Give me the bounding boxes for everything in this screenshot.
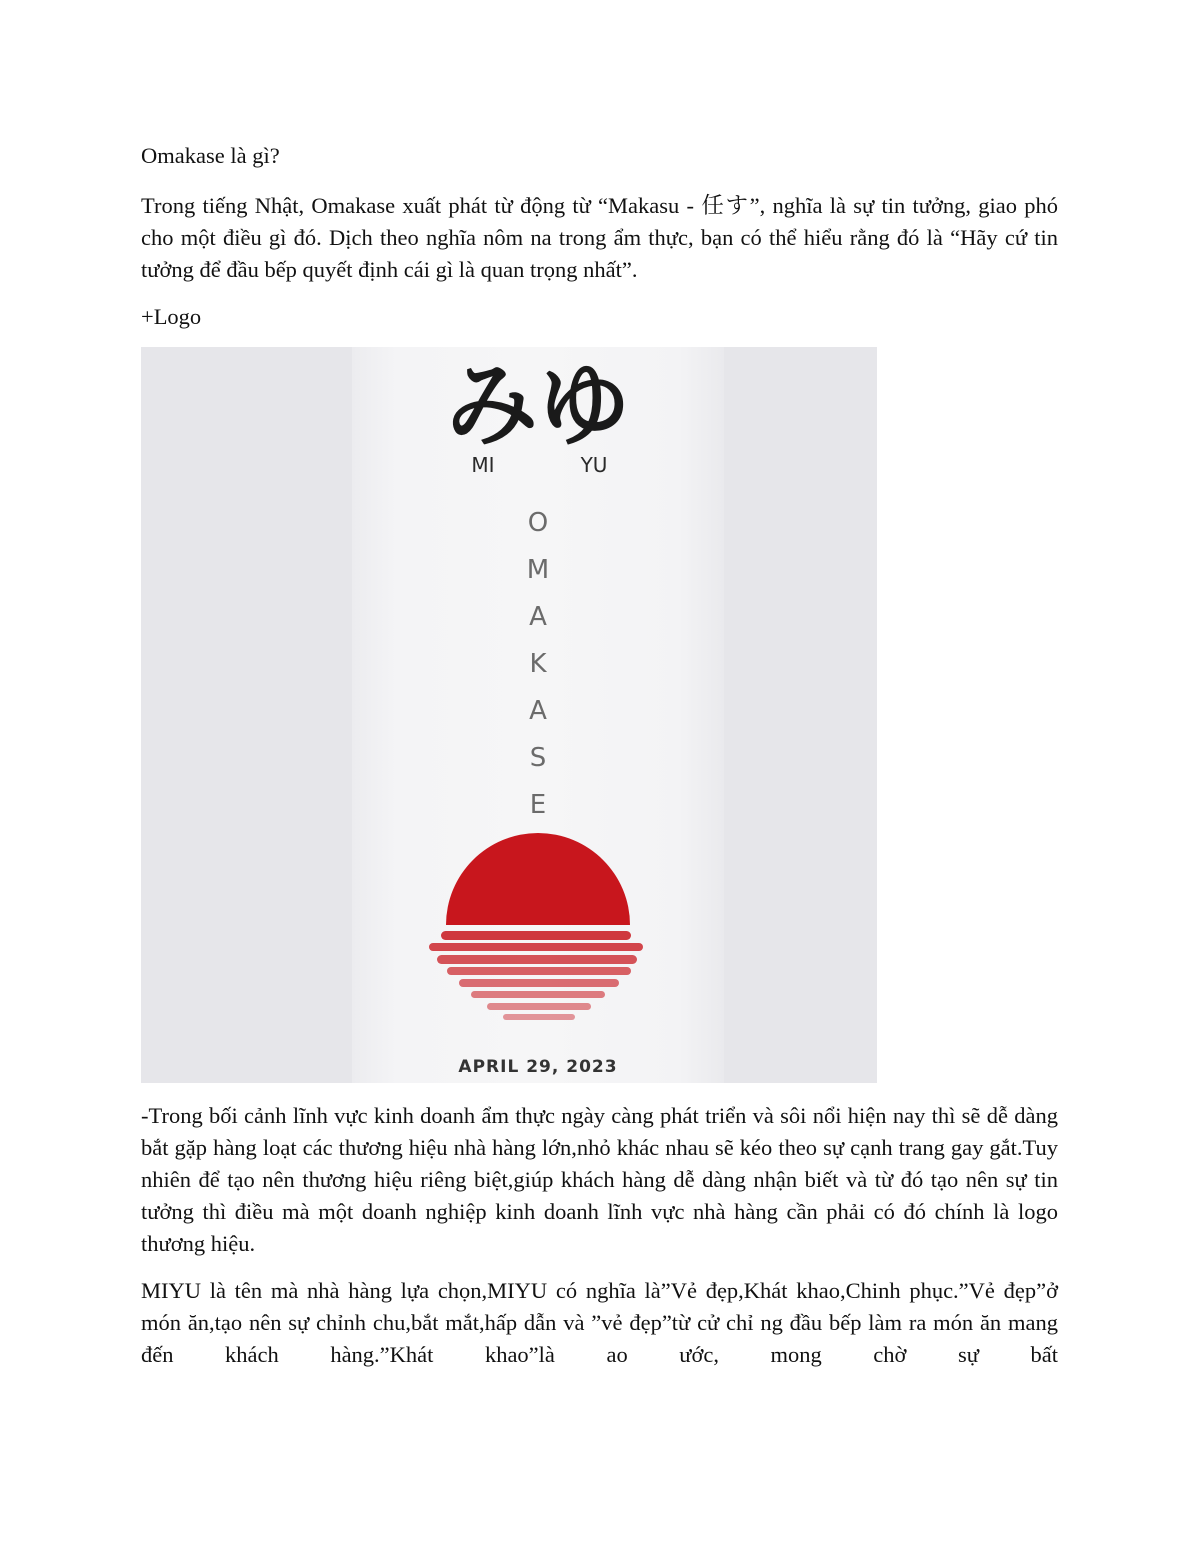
logo-image bbox=[141, 347, 877, 1083]
logo-letter: S bbox=[529, 743, 547, 773]
reflection-stroke bbox=[471, 991, 605, 998]
logo-caption: +Logo bbox=[141, 304, 202, 329]
logo-kana: みゆ bbox=[445, 352, 631, 459]
logo-letter: O bbox=[527, 508, 549, 538]
logo-vertical-word bbox=[527, 508, 549, 820]
logo-letter: A bbox=[529, 602, 547, 632]
reflection-stroke bbox=[437, 955, 637, 964]
intro-paragraph: Trong tiếng Nhật, Omakase xuất phát từ động từ “Makasu - 任す”, nghĩa là sự tin tưởng, giao phó cho một điều gì đó. Dịch theo nghĩa nôm na trong ẩm thực, bạn có thể hiểu rằng đó là “Hãy cứ tin tưởng để đầu bếp quyết định cái gì là quan trọng nhất”. bbox=[141, 193, 1058, 282]
reflection-stroke bbox=[459, 979, 619, 987]
reflection-stroke bbox=[503, 1014, 575, 1020]
reflection-stroke bbox=[441, 931, 631, 940]
reflection-stroke bbox=[447, 967, 631, 975]
logo-letter: M bbox=[526, 555, 550, 585]
logo-letter: A bbox=[529, 696, 547, 726]
logo-romaji-mi: MI bbox=[471, 453, 495, 477]
reflection-stroke bbox=[429, 943, 643, 951]
logo-date: APRIL 29, 2023 bbox=[458, 1057, 618, 1077]
reflection-stroke bbox=[487, 1003, 591, 1010]
logo-sun-reflection bbox=[429, 931, 643, 1020]
paragraph-branding: -Trong bối cảnh lĩnh vực kinh doanh ẩm thực ngày càng phát triển và sôi nổi hiện nay thì sẽ dễ dàng bắt gặp hàng loạt các thương hiệu nhà hàng lớn,nhỏ khác nhau sẽ kéo theo sự cạnh trang gay gắt.Tuy nhiên để tạo nên thương hiệu riêng biệt,giúp khách hàng dễ dàng nhận biết và từ đó tạo nên sự tin tưởng thì điều mà một doanh nghiệp kinh doanh lĩnh vực nhà hàng cần phải có đó chính là logo thương hiệu. bbox=[141, 1103, 1058, 1256]
logo-letter: K bbox=[529, 649, 547, 679]
paragraph-miyu-meaning: MIYU là tên mà nhà hàng lựa chọn,MIYU có nghĩa là”Vẻ đẹp,Khát khao,Chinh phục.”Vẻ đẹp”ở món ăn,tạo nên sự chỉnh chu,bắt mắt,hấp dẫn và ”vẻ đẹp”từ cử chỉ ng đầu bếp làm ra món ăn mang đến khách hàng.”Khát khao”là ao ước, mong chờ sự bất bbox=[141, 1278, 1058, 1367]
logo-letter: E bbox=[529, 790, 547, 820]
logo-sun bbox=[446, 833, 630, 1017]
section-heading: Omakase là gì? bbox=[141, 143, 280, 168]
logo-artwork bbox=[141, 347, 877, 1083]
logo-romaji-yu: YU bbox=[580, 453, 608, 477]
